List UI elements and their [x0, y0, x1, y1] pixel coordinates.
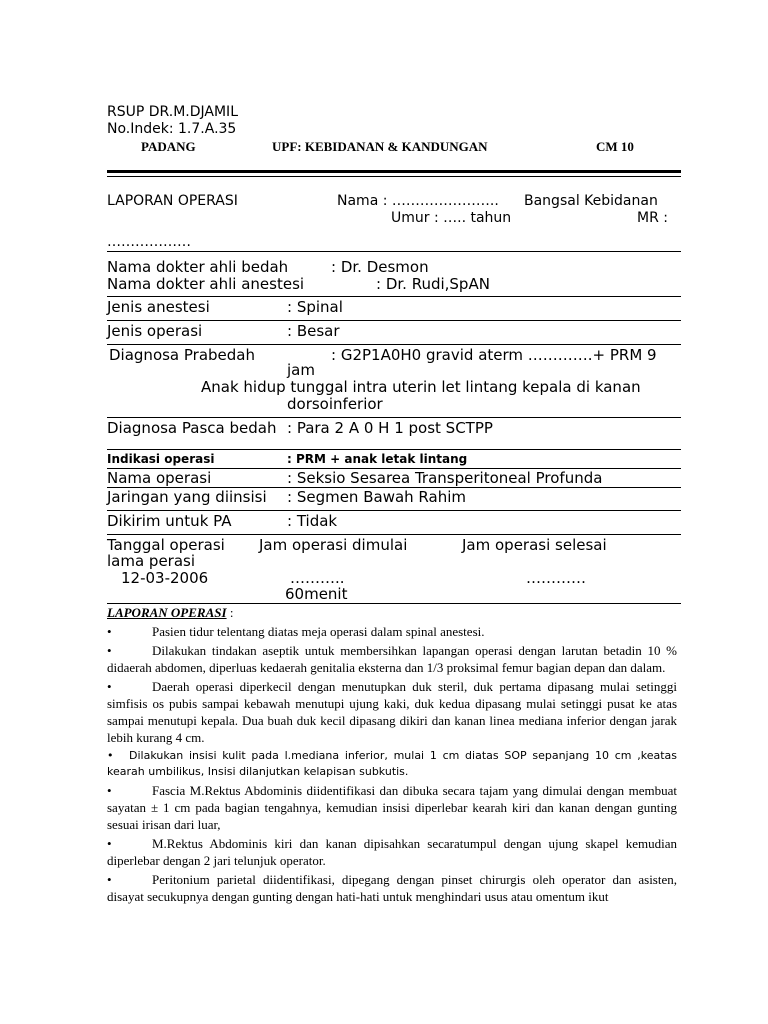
operation-name-value: : Seksio Sesarea Transperitoneal Profunda: [287, 469, 603, 487]
cm-code: CM 10: [596, 139, 634, 154]
end-time-value: …………: [526, 569, 586, 587]
report-step-text: Dilakukan insisi kulit pada l.mediana inferior, mulai 1 cm diatas SOP sepanjang 10 cm ,keatas kearah umbilikus, Insisi dilanjutkan kelapisan subkutis.: [107, 749, 677, 778]
report-step-text: Daerah operasi diperkecil dengan menutupkan duk steril, duk pertama dipasang mulai setinggi simfisis os pubis sampai kebawah menutupi ujung kaki, duk kedua dipasang mulai setinggi pusat ke atas sampai menutupi kepala. Dua buah duk kecil dipasang dikiri dan kanan linea mediana inferior dengan jarak lebih kurang 4 cm.: [107, 679, 677, 745]
rule: [107, 417, 681, 418]
operation-type-value: : Besar: [287, 322, 340, 340]
report-step-text: Pasien tidur telentang diatas meja operasi dalam spinal anestesi.: [152, 624, 485, 639]
header-rule-thin: [107, 176, 681, 177]
date-label: Tanggal operasi: [107, 536, 225, 554]
preop-diagnosis-label: Diagnosa Prabedah: [109, 346, 256, 364]
end-time-label: Jam operasi selesai: [462, 536, 607, 554]
operation-name-label: Nama operasi: [107, 469, 212, 487]
duration-value: 60menit: [285, 585, 348, 603]
incised-tissue-value: : Segmen Bawah Rahim: [287, 488, 466, 506]
header-rule-thick: [107, 170, 681, 173]
report-step: [107, 782, 677, 833]
ward-label: Bangsal Kebidanan: [524, 193, 658, 209]
rule: [107, 510, 681, 511]
bullet-icon: •: [107, 624, 112, 639]
rule: [107, 534, 681, 535]
preop-diagnosis-line2: Anak hidup tunggal intra uterin let lintang kepala di kanan: [201, 378, 641, 396]
preop-diagnosis-jam: jam: [287, 361, 315, 379]
operation-report: [107, 604, 677, 907]
postop-diagnosis-label: Diagnosa Pasca bedah: [107, 419, 277, 437]
start-time-value: ………..: [290, 569, 345, 587]
rule: [107, 344, 681, 345]
anesthetist-value: : Dr. Rudi,SpAN: [376, 275, 490, 293]
preop-diagnosis-value: : G2P1A0H0 gravid aterm ………….+ PRM 9: [331, 346, 657, 364]
start-time-label: Jam operasi dimulai: [259, 536, 408, 554]
report-heading-colon: :: [226, 605, 234, 620]
surgeon-label: Nama dokter ahli bedah: [107, 258, 289, 276]
rule: [107, 449, 681, 450]
mr-label: MR :: [637, 210, 668, 226]
preop-diagnosis-line3: dorsoinferior: [287, 395, 383, 413]
date-value: 12-03-2006: [121, 569, 209, 587]
report-step: [107, 678, 677, 746]
rule: [107, 320, 681, 321]
report-step: [107, 642, 677, 676]
bullet-icon: •: [107, 836, 112, 851]
pa-value: : Tidak: [287, 512, 338, 530]
bullet-icon: •: [107, 643, 112, 658]
report-step: [107, 623, 677, 640]
report-step-text: Peritonium parietal diidentifikasi, dipegang dengan pinset chirurgis oleh operator dan asisten, disayat secukupnya dengan gunting dengan hati-hati untuk menghindari usus atau omentum ikut: [107, 872, 677, 904]
upf-department: UPF: KEBIDANAN & KANDUNGAN: [272, 139, 488, 154]
rule: [107, 296, 681, 297]
index-number: No.Indek: 1.7.A.35: [107, 121, 237, 137]
anesthesia-type-value: : Spinal: [287, 298, 343, 316]
bullet-icon: •: [107, 872, 112, 887]
pa-label: Dikirim untuk PA: [107, 512, 232, 530]
age-field: Umur : ….. tahun: [391, 210, 512, 226]
bullet-icon: •: [107, 679, 112, 694]
duration-label: lama perasi: [107, 552, 196, 570]
indication-value: : PRM + anak letak lintang: [287, 452, 468, 466]
patient-name-field: Nama : …………………..: [337, 193, 499, 209]
report-heading-text: LAPORAN OPERASI: [107, 605, 227, 620]
report-step: [107, 748, 677, 780]
rule: [107, 251, 681, 252]
bullet-icon: •: [107, 783, 112, 798]
form-title: LAPORAN OPERASI: [107, 193, 238, 209]
incised-tissue-label: Jaringan yang diinsisi: [107, 488, 267, 506]
report-heading: [107, 604, 677, 621]
indication-label: Indikasi operasi: [107, 452, 215, 466]
city: PADANG: [141, 139, 196, 154]
anesthetist-label: Nama dokter ahli anestesi: [107, 275, 305, 293]
report-step: [107, 871, 677, 905]
report-step-text: M.Rektus Abdominis kiri dan kanan dipisahkan secaratumpul dengan ujung skapel kemudian diperlebar dengan 2 jari telunjuk operator.: [107, 836, 677, 868]
report-step: [107, 835, 677, 869]
operation-type-label: Jenis operasi: [107, 322, 203, 340]
report-step-text: Dilakukan tindakan aseptik untuk membersihkan lapangan operasi dengan larutan betadin 10 % didaerah abdomen, diperluas kedaerah genitalia eksterna dan 1/3 proksimal femur bagian depan dan dalam.: [107, 643, 677, 675]
surgeon-value: : Dr. Desmon: [331, 258, 429, 276]
postop-diagnosis-value: : Para 2 A 0 H 1 post SCTPP: [287, 419, 493, 437]
bullet-icon: •: [107, 749, 114, 762]
report-step-text: Fascia M.Rektus Abdominis diidentifikasi dan dibuka secara tajam yang dimulai dengan membuat sayatan ± 1 cm pada bagian tengahnya, kemudian insisi diperlebar kearah kiri dan kanan dengan gunting sesuai irisan dari luar,: [107, 783, 677, 832]
mr-value: ………………: [107, 234, 191, 250]
anesthesia-type-label: Jenis anestesi: [107, 298, 210, 316]
hospital-name: RSUP DR.M.DJAMIL: [107, 104, 238, 120]
